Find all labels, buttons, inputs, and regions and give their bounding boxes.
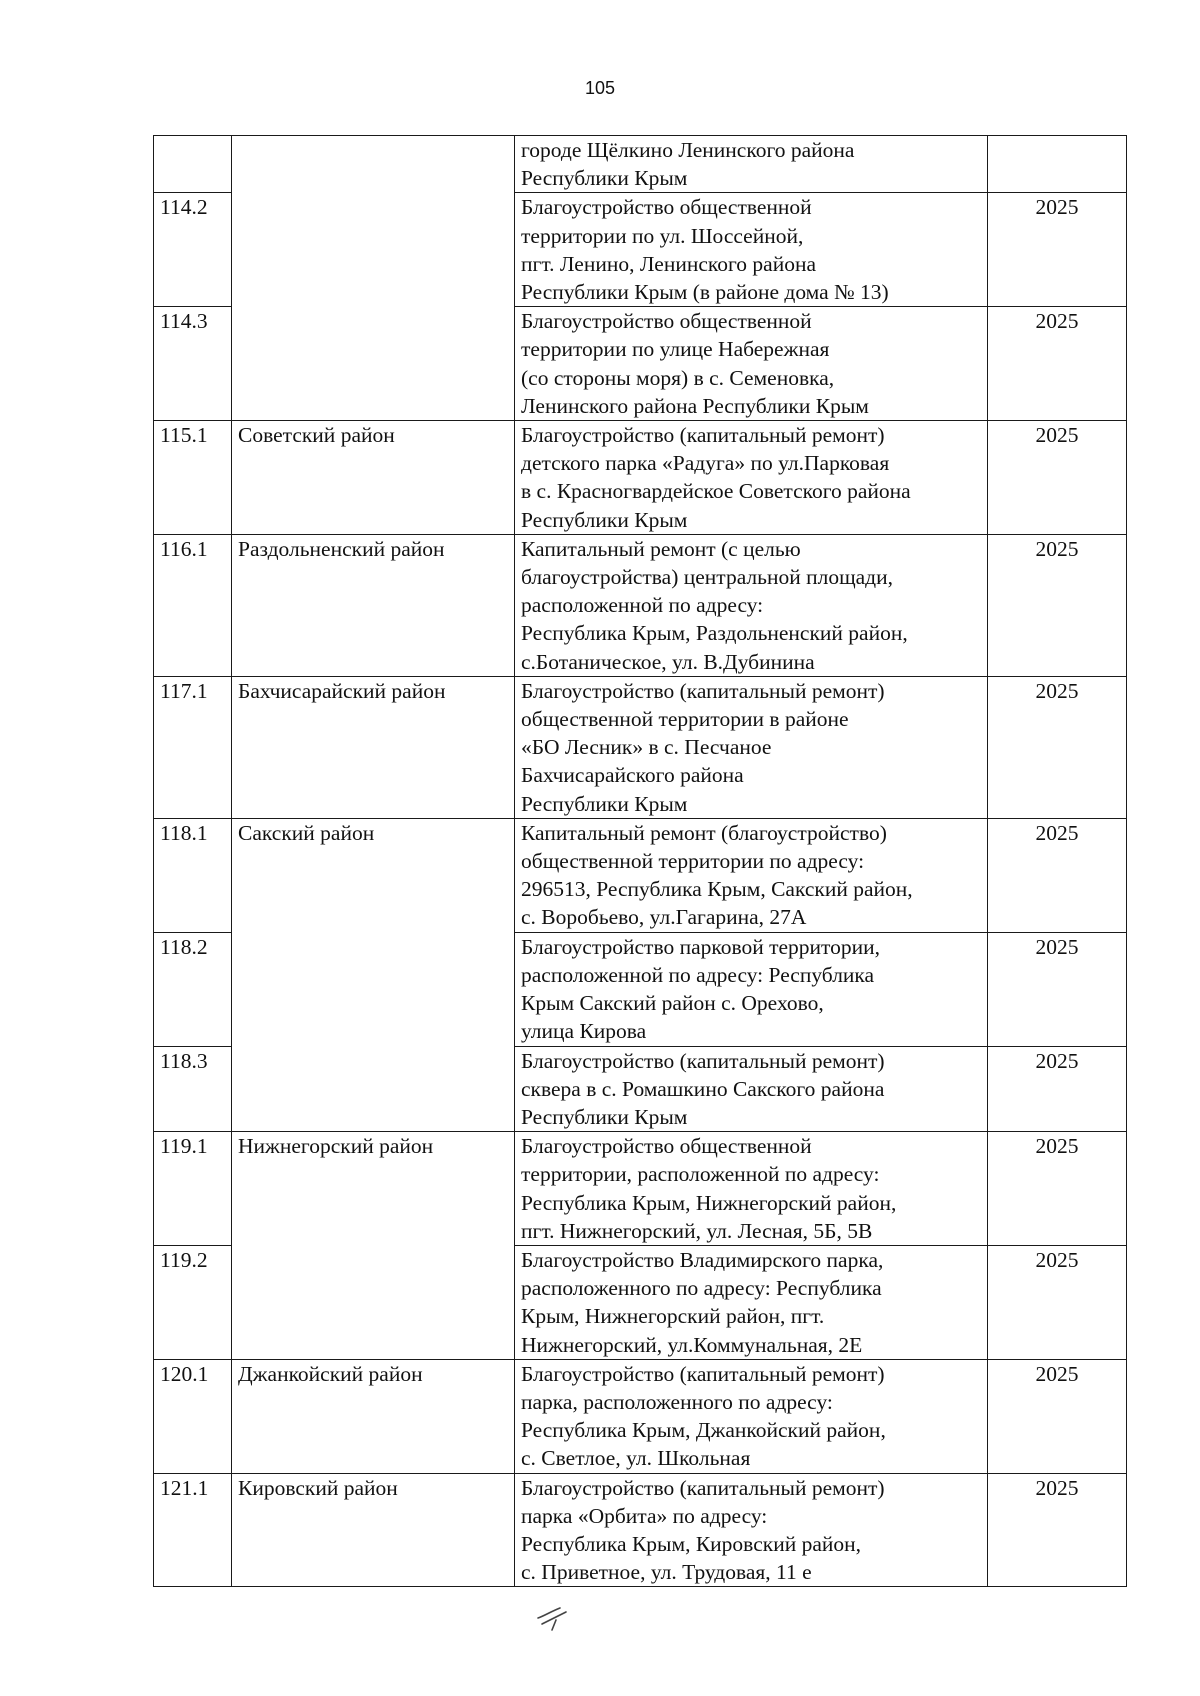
row-number-cell: 114.3 bbox=[154, 307, 232, 421]
table-row bbox=[154, 136, 1127, 193]
description-cell: Благоустройство (капитальный ремонт) сквера в с. Ромашкино Сакского района Республики Крым bbox=[515, 1046, 988, 1132]
row-number-cell: 114.2 bbox=[154, 193, 232, 307]
year-cell: 2025 bbox=[988, 676, 1127, 818]
description-cell: Благоустройство Владимирского парка, расположенного по адресу: Республика Крым, Нижнегорский район, пгт. Нижнегорский, ул.Коммунальная, 2Е bbox=[515, 1245, 988, 1359]
description-cell: городе Щёлкино Ленинского района Республики Крым bbox=[515, 136, 988, 193]
year-cell: 2025 bbox=[988, 307, 1127, 421]
row-number-cell: 115.1 bbox=[154, 421, 232, 535]
row-number-cell: 120.1 bbox=[154, 1359, 232, 1473]
district-cell: Бахчисарайский район bbox=[232, 676, 515, 818]
table-row bbox=[154, 1473, 1127, 1587]
description-cell: Благоустройство общественной территории по ул. Шоссейной, пгт. Ленино, Ленинского района Республики Крым (в районе дома № 13) bbox=[515, 193, 988, 307]
district-cell bbox=[232, 136, 515, 421]
description-cell: Благоустройство (капитальный ремонт) детского парка «Радуга» по ул.Парковая в с. Красногвардейское Советского района Республики Крым bbox=[515, 421, 988, 535]
year-cell: 2025 bbox=[988, 932, 1127, 1046]
year-cell: 2025 bbox=[988, 534, 1127, 676]
year-cell: 2025 bbox=[988, 193, 1127, 307]
page-number: 105 bbox=[584, 78, 616, 98]
row-number-cell: 118.2 bbox=[154, 932, 232, 1046]
row-number-cell: 116.1 bbox=[154, 534, 232, 676]
description-cell: Благоустройство (капитальный ремонт) общественной территории в районе «БО Лесник» в с. Песчаное Бахчисарайского района Республики Крым bbox=[515, 676, 988, 818]
table-row bbox=[154, 676, 1127, 818]
table-row bbox=[154, 818, 1127, 932]
year-cell: 2025 bbox=[988, 1245, 1127, 1359]
year-cell: 2025 bbox=[988, 818, 1127, 932]
description-cell: Капитальный ремонт (благоустройство) общественной территории по адресу: 296513, Республика Крым, Сакский район, с. Воробьево, ул.Гагарина, 27А bbox=[515, 818, 988, 932]
description-cell: Благоустройство (капитальный ремонт) парка, расположенного по адресу: Республика Крым, Джанкойский район, с. Светлое, ул. Школьная bbox=[515, 1359, 988, 1473]
signature-mark bbox=[530, 1590, 580, 1640]
table-row bbox=[154, 534, 1127, 676]
description-cell: Благоустройство парковой территории, расположенной по адресу: Республика Крым Сакский район с. Орехово, улица Кирова bbox=[515, 932, 988, 1046]
table-row bbox=[154, 421, 1127, 535]
row-number-cell: 118.1 bbox=[154, 818, 232, 932]
year-cell: 2025 bbox=[988, 1473, 1127, 1587]
table-row bbox=[154, 1359, 1127, 1473]
district-cell: Нижнегорский район bbox=[232, 1132, 515, 1360]
district-cell: Кировский район bbox=[232, 1473, 515, 1587]
year-cell bbox=[988, 136, 1127, 193]
year-cell: 2025 bbox=[988, 1046, 1127, 1132]
district-cell: Сакский район bbox=[232, 818, 515, 1131]
year-cell: 2025 bbox=[988, 1132, 1127, 1246]
district-cell: Раздольненский район bbox=[232, 534, 515, 676]
table-row bbox=[154, 1132, 1127, 1246]
row-number-cell bbox=[154, 136, 232, 193]
year-cell: 2025 bbox=[988, 421, 1127, 535]
row-number-cell: 119.2 bbox=[154, 1245, 232, 1359]
description-cell: Благоустройство (капитальный ремонт) парка «Орбита» по адресу: Республика Крым, Кировский район, с. Приветное, ул. Трудовая, 11 е bbox=[515, 1473, 988, 1587]
description-cell: Благоустройство общественной территории, расположенной по адресу: Республика Крым, Нижнегорский район, пгт. Нижнегорский, ул. Лесная, 5Б, 5В bbox=[515, 1132, 988, 1246]
program-table bbox=[153, 135, 1127, 1587]
row-number-cell: 118.3 bbox=[154, 1046, 232, 1132]
row-number-cell: 117.1 bbox=[154, 676, 232, 818]
district-cell: Джанкойский район bbox=[232, 1359, 515, 1473]
row-number-cell: 119.1 bbox=[154, 1132, 232, 1246]
table-body bbox=[154, 136, 1127, 1587]
description-cell: Капитальный ремонт (с целью благоустройства) центральной площади, расположенной по адресу: Республика Крым, Раздольненский район, с.Ботаническое, ул. В.Дубинина bbox=[515, 534, 988, 676]
district-cell: Советский район bbox=[232, 421, 515, 535]
description-cell: Благоустройство общественной территории по улице Набережная (со стороны моря) в с. Семеновка, Ленинского района Республики Крым bbox=[515, 307, 988, 421]
row-number-cell: 121.1 bbox=[154, 1473, 232, 1587]
year-cell: 2025 bbox=[988, 1359, 1127, 1473]
